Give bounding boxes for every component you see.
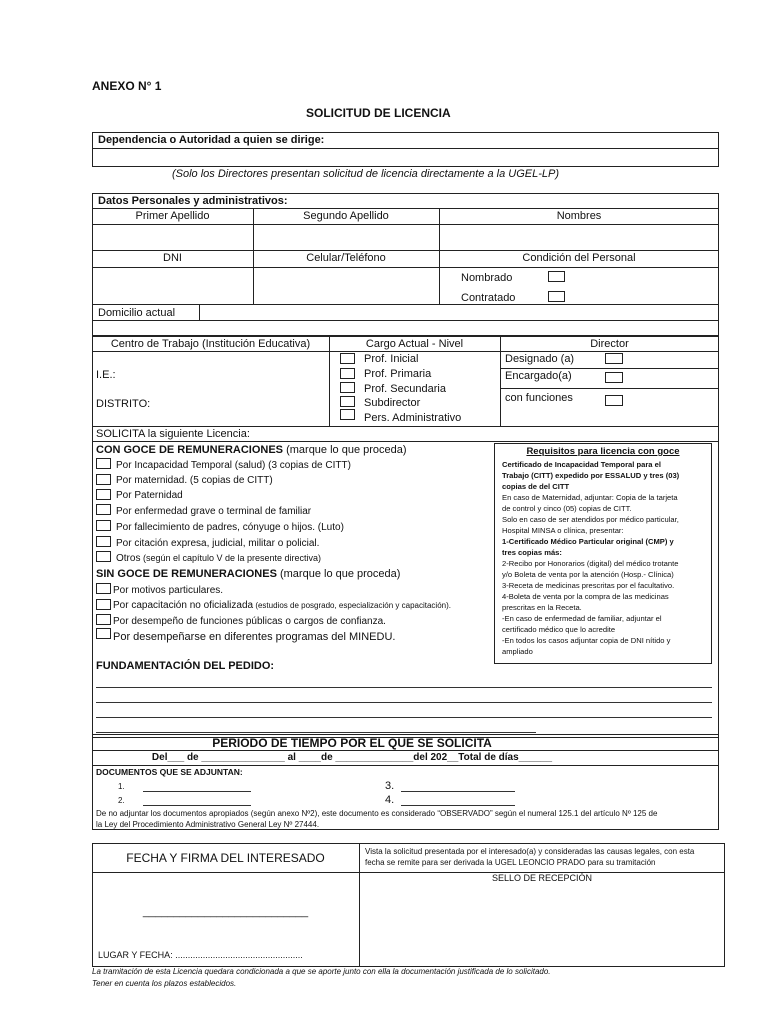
observado-note: De no adjuntar los documentos apropiados (según anexo Nº2), este documento es considerado “OBSERVADO” según el numeral 125.1 del artículo Nº 125 de <box>96 809 658 818</box>
segundo-apellido-field[interactable] <box>254 225 438 249</box>
vista-note: fecha se remite para ser derivada la UGEL LEONCIO PRADO para su tramitación <box>365 858 656 867</box>
funciones-publicas-checkbox[interactable] <box>96 614 111 625</box>
director-option-label: Designado (a) <box>505 353 575 365</box>
designado-checkbox[interactable] <box>605 353 623 364</box>
encargado-checkbox[interactable] <box>605 372 623 383</box>
vista-note: Vista la solicitud presentada por el interesado(a) y consideradas las causas legales, con esta <box>365 847 695 856</box>
fundamentacion-line[interactable] <box>96 717 712 718</box>
documento-3-line[interactable] <box>401 791 515 792</box>
con-goce-note: (marque lo que proceda) <box>283 444 407 456</box>
celular-field[interactable] <box>254 268 438 303</box>
dependencia-label: Dependencia o Autoridad a quien se dirige: <box>98 134 325 146</box>
doc-number: 1. <box>118 782 125 791</box>
requisito-line: 3-Receta de medicinas prescritas por el facultativo. <box>502 581 675 590</box>
sin-goce-note: (marque lo que proceda) <box>276 568 401 580</box>
celular-label: Celular/Teléfono <box>306 252 386 264</box>
primer-apellido-label: Primer Apellido <box>135 210 210 222</box>
citacion-checkbox[interactable] <box>96 536 111 547</box>
documento-1-line[interactable] <box>143 791 251 792</box>
primer-apellido-field[interactable] <box>93 225 252 249</box>
director-option-label: Encargado(a) <box>505 370 572 382</box>
requisito-line: 4-Boleta de venta por la compra de las medicinas <box>502 592 669 601</box>
doc-number: 4. <box>385 794 395 806</box>
requisito-line: prescritas en la Receta. <box>502 603 582 612</box>
otros-checkbox[interactable] <box>96 551 111 562</box>
nombres-label: Nombres <box>556 210 602 222</box>
maternidad-checkbox[interactable] <box>96 474 111 485</box>
firma-line[interactable]: ___________________________ <box>142 906 309 918</box>
fecha-firma-label: FECHA Y FIRMA DEL INTERESADO <box>126 851 325 865</box>
con-goce-option: Por enfermedad grave o terminal de familiar <box>116 506 312 517</box>
fundamentacion-line[interactable] <box>96 732 536 733</box>
nombres-field[interactable] <box>440 225 718 249</box>
nombrado-checkbox[interactable] <box>548 271 565 282</box>
con-funciones-checkbox[interactable] <box>605 395 623 406</box>
requisito-line: ampliado <box>502 647 533 656</box>
requisito-line: 2-Recibo por Honorarios (digital) del médico trotante <box>502 559 679 568</box>
form-title: SOLICITUD DE LICENCIA <box>306 106 451 120</box>
prof-secundaria-checkbox[interactable] <box>340 382 355 393</box>
observado-note: la Ley del Procedimiento Administrativo General Ley Nº 27444. <box>96 820 320 829</box>
documento-4-line[interactable] <box>401 805 515 806</box>
periodo-title: PERIODO DE TIEMPO POR EL QUE SE SOLICITA <box>212 736 492 750</box>
requisito-line: Solo en caso de ser atendidos por médico particular, <box>502 515 679 524</box>
datos-section-label: Datos Personales y administrativos: <box>98 195 288 207</box>
motivos-particulares-checkbox[interactable] <box>96 583 111 594</box>
sin-goce-option: Por capacitación no oficializada <box>113 600 254 611</box>
fundamentacion-label: FUNDAMENTACIÓN DEL PEDIDO: <box>96 660 275 672</box>
requisito-line: certificado médico que lo acredite <box>502 625 616 634</box>
fallecimiento-checkbox[interactable] <box>96 520 111 531</box>
requisito-line: de control y cinco (05) copias de CITT. <box>502 504 632 513</box>
otros-label: Otros <box>116 553 141 564</box>
capacitacion-checkbox[interactable] <box>96 599 111 610</box>
segundo-apellido-label: Segundo Apellido <box>303 210 389 222</box>
dni-field[interactable] <box>93 268 252 303</box>
requisito-line: 1-Certificado Médico Particular original (CMP) y <box>502 537 674 546</box>
cargo-label: Cargo Actual - Nivel <box>365 338 464 350</box>
con-goce-option: Por maternidad. (5 copias de CITT) <box>116 475 273 486</box>
sin-goce-option: Por motivos particulares. <box>113 585 224 596</box>
periodo-line[interactable]: Del___ de _______________ al ____de ______________del 202__Total de días______ <box>151 752 553 763</box>
nombrado-label: Nombrado <box>461 272 513 284</box>
requisito-line: tres copias más: <box>502 548 562 557</box>
requisito-line: Hospital MINSA o clínica, presentar: <box>502 526 624 535</box>
sello-area <box>360 885 724 966</box>
cargo-option-label: Prof. Inicial <box>364 353 419 365</box>
centro-label: Centro de Trabajo (Institución Educativa) <box>110 338 311 350</box>
con-goce-option: Por Paternidad <box>116 490 183 501</box>
solicita-label: SOLICITA la siguiente Licencia: <box>96 428 250 440</box>
enfermedad-familiar-checkbox[interactable] <box>96 504 111 515</box>
requisito-line: y/o Boleta de venta por la atención (Hosp.- Clínica) <box>502 570 674 579</box>
domicilio-label: Domicilio actual <box>98 307 176 319</box>
prof-primaria-checkbox[interactable] <box>340 368 355 379</box>
sin-goce-option: Por desempeñarse en diferentes programas del MINEDU. <box>113 631 396 643</box>
contratado-checkbox[interactable] <box>548 291 565 302</box>
paternidad-checkbox[interactable] <box>96 489 111 500</box>
fundamentacion-line[interactable] <box>96 702 712 703</box>
documento-2-line[interactable] <box>143 805 251 806</box>
dni-label: DNI <box>163 252 182 264</box>
requisitos-list <box>502 459 710 657</box>
con-goce-option: Por Incapacidad Temporal (salud) (3 copias de CITT) <box>116 460 351 471</box>
pers-administrativo-checkbox[interactable] <box>340 409 355 420</box>
otros-note: (según el capítulo V de la presente directiva) <box>140 553 322 563</box>
con-goce-option: Por fallecimiento de padres, cónyuge o hijos. (Luto) <box>116 522 344 533</box>
requisito-line: Certificado de Incapacidad Temporal para el <box>502 460 661 469</box>
condicion-label: Condición del Personal <box>522 252 636 264</box>
doc-number: 2. <box>118 796 125 805</box>
ie-label: I.E.: <box>96 369 116 381</box>
requisito-line: copias de del CITT <box>502 482 570 491</box>
cargo-option-label: Prof. Secundaria <box>364 383 446 395</box>
director-option-label: con funciones <box>505 392 573 404</box>
footer-note: Tener en cuenta los plazos establecidos. <box>92 979 237 988</box>
cargo-option-label: Prof. Primaria <box>364 368 432 380</box>
con-goce-option: Por citación expresa, judicial, militar o policial. <box>116 538 320 549</box>
distrito-label: DISTRITO: <box>96 398 151 410</box>
sin-goce-title: SIN GOCE DE REMUNERACIONES <box>96 568 277 580</box>
dependencia-note: (Solo los Directores presentan solicitud de licencia directamente a la UGEL-LP) <box>172 168 560 180</box>
capacitacion-note: (estudios de posgrado, especialización y capacitación). <box>253 601 451 610</box>
requisito-line: -En todos los casos adjuntar copia de DNI nítido y <box>502 636 671 645</box>
sin-goce-option: Por desempeño de funciones públicas o cargos de confianza. <box>113 616 386 627</box>
footer-note: La tramitación de esta Licencia quedara condicionada a que se aporte junto con ella la documentación justificada de lo solicitado. <box>92 967 551 976</box>
requisitos-title: Requisitos para licencia con goce <box>526 446 680 457</box>
requisito-line: En caso de Maternidad, adjuntar: Copia de la tarjeta <box>502 493 678 502</box>
director-label: Director <box>590 338 629 350</box>
fundamentacion-line[interactable] <box>96 687 712 688</box>
sello-label: SELLO DE RECEPCIÓN <box>491 873 593 883</box>
requisito-line: -En caso de enfermedad de familiar, adjuntar el <box>502 614 662 623</box>
cargo-option-label: Pers. Administrativo <box>364 412 462 424</box>
contratado-label: Contratado <box>461 292 516 304</box>
con-goce-title: CON GOCE DE REMUNERACIONES <box>96 444 284 456</box>
requisito-line: Trabajo (CITT) expedido por ESSALUD y tres (03) <box>502 471 680 480</box>
cargo-option-label: Subdirector <box>364 397 421 409</box>
distrito-field[interactable] <box>152 395 322 411</box>
documentos-label: DOCUMENTOS QUE SE ADJUNTAN: <box>96 767 243 777</box>
incapacidad-checkbox[interactable] <box>96 458 111 469</box>
lugar-fecha[interactable]: LUGAR Y FECHA: ................................................... <box>98 950 303 960</box>
prof-inicial-checkbox[interactable] <box>340 353 355 364</box>
programas-minedu-checkbox[interactable] <box>96 628 111 639</box>
domicilio-field[interactable] <box>200 305 718 319</box>
annex-number: ANEXO N° 1 <box>92 79 162 93</box>
subdirector-checkbox[interactable] <box>340 396 355 407</box>
doc-number: 3. <box>385 780 395 792</box>
ie-field[interactable] <box>122 366 322 382</box>
dependencia-field[interactable] <box>93 149 718 166</box>
